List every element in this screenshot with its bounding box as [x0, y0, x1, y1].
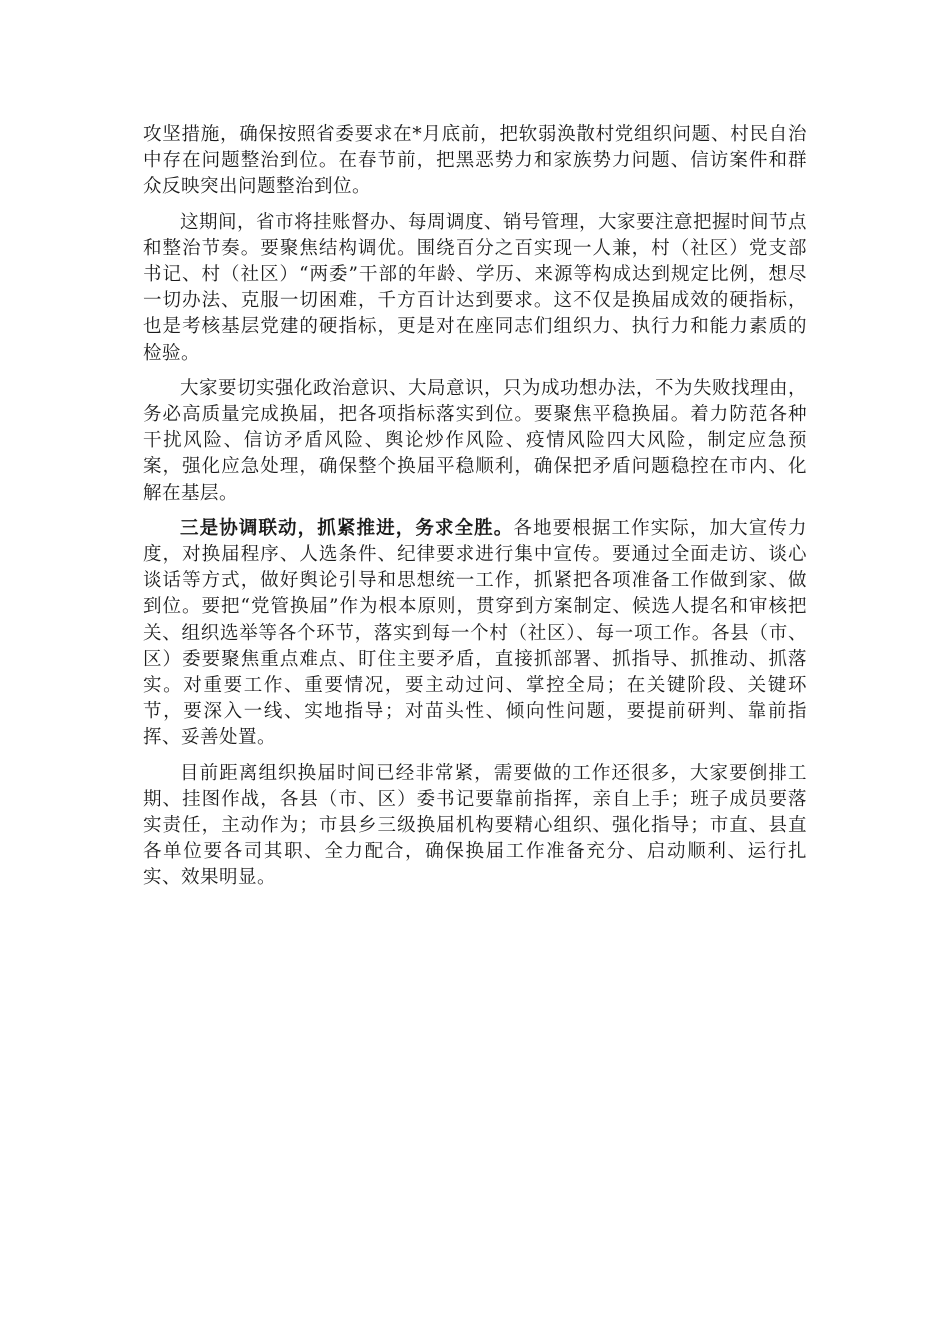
- paragraph-5: [143, 761, 807, 892]
- paragraph-4-text: 各地要根据工作实际，加大宣传力度，对换届程序、人选条件、纪律要求进行集中宣传。要通过全面走访、谈心谈话等方式，做好舆论引导和思想统一工作，抓紧把各项准备工作做到家、做到位。要把“党管换届”作为根本原则，贯穿到方案制定、候选人提名和审核把关、组织选举等各个环节，落实到每一个村（社区）、每一项工作。各县（市、区）委要聚焦重点难点、盯住主要矛盾，直接抓部署、抓指导、抓推动、抓落实。对重要工作、重要情况，要主动过问、掌控全局；在关键阶段、关键环节，要深入一线、实地指导；对苗头性、倾向性问题，要提前研判、靠前指挥、妥善处置。: [143, 517, 807, 749]
- paragraph-2-text: 这期间，省市将挂账督办、每周调度、销号管理，大家要注意把握时间节点和整治节奏。要聚焦结构调优。围绕百分之百实现一人兼，村（社区）党支部书记、村（社区）“两委”干部的年龄、学历、来源等构成达到规定比例，想尽一切办法、克服一切困难，千方百计达到要求。这不仅是换届成效的硬指标，也是考核基层党建的硬指标，更是对在座同志们组织力、执行力和能力素质的检验。: [143, 211, 808, 364]
- paragraph-4: [143, 516, 807, 752]
- paragraph-4-heading: 三是协调联动，抓紧推进，务求全胜。: [180, 517, 514, 539]
- paragraph-2: [143, 210, 807, 367]
- paragraph-5-text: 目前距离组织换届时间已经非常紧，需要做的工作还很多，大家要倒排工期、挂图作战，各县（市、区）委书记要靠前指挥，亲自上手；班子成员要落实责任，主动作为；市县乡三级换届机构要精心组织、强化指导；市直、县直各单位要各司其职、全力配合，确保换届工作准备充分、启动顺利、运行扎实、效果明显。: [143, 762, 807, 889]
- document-page: [143, 122, 807, 901]
- paragraph-3-text: 大家要切实强化政治意识、大局意识，只为成功想办法，不为失败找理由，务必高质量完成换届，把各项指标落实到位。要聚焦平稳换届。着力防范各种干扰风险、信访矛盾风险、舆论炒作风险、疫情风险四大风险，制定应急预案，强化应急处理，确保整个换届平稳顺利，确保把矛盾问题稳控在市内、化解在基层。: [143, 377, 808, 504]
- paragraph-3: [143, 376, 807, 507]
- paragraph-1-text: 攻坚措施，确保按照省委要求在*月底前，把软弱涣散村党组织问题、村民自治中存在问题整治到位。在春节前，把黑恶势力和家族势力问题、信访案件和群众反映突出问题整治到位。: [143, 124, 807, 198]
- paragraph-1: [143, 122, 807, 201]
